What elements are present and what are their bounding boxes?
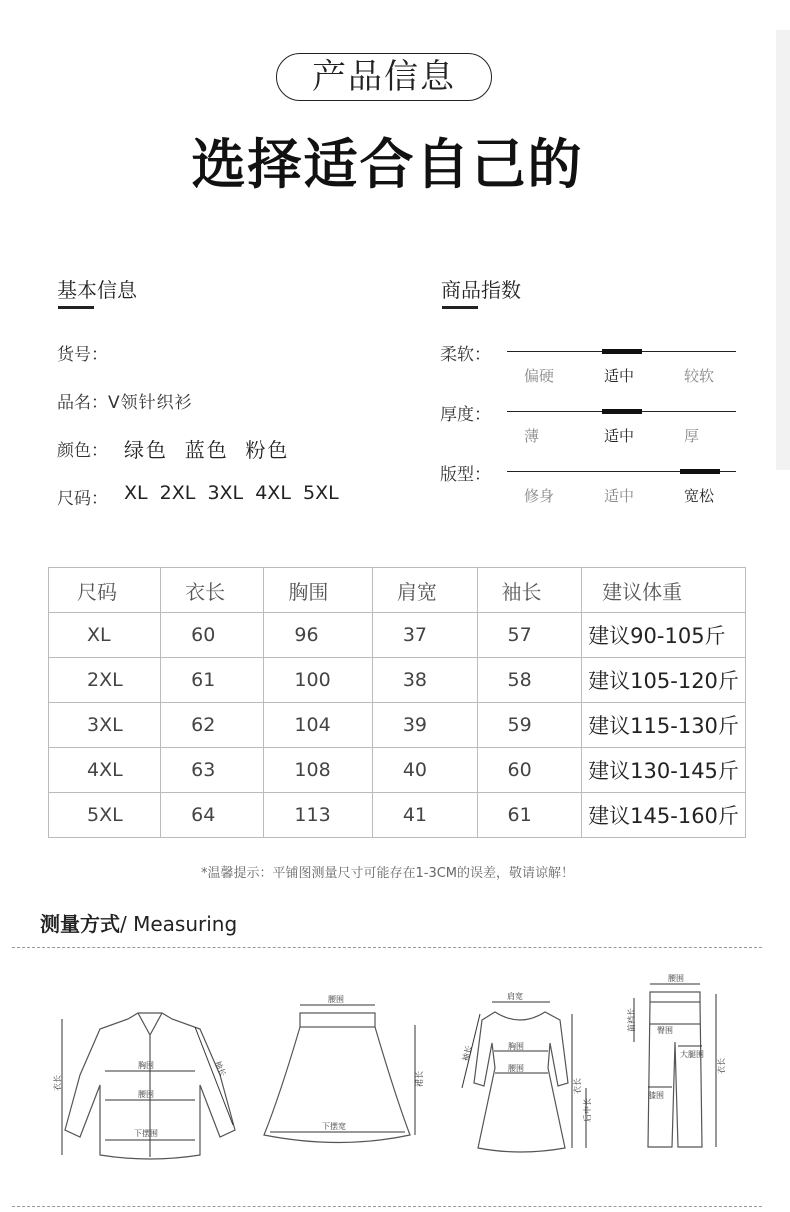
product-name-value: V领针织衫 bbox=[108, 393, 193, 413]
index-marker bbox=[602, 409, 642, 414]
shirt-hem-label: 下摆围 bbox=[134, 1129, 158, 1138]
index-label: 版型： bbox=[440, 465, 491, 485]
shirt-sleeve-label: 袖长 bbox=[213, 1059, 228, 1078]
index-marker bbox=[680, 469, 720, 474]
index-option: 适中 bbox=[604, 487, 635, 505]
skirt-diagram bbox=[260, 995, 425, 1155]
size-table-row bbox=[49, 748, 746, 793]
dress-length-label: 衣长 bbox=[573, 1078, 582, 1094]
pants-front-rise-label: 前裆长 bbox=[627, 1008, 636, 1032]
index-label: 厚度： bbox=[440, 405, 491, 425]
measuring-title-cn: 测量方式 bbox=[40, 912, 120, 936]
size-table-cell: 57 bbox=[477, 613, 582, 658]
size-table-cell: 40 bbox=[372, 748, 477, 793]
pants-thigh-label: 大腿围 bbox=[680, 1050, 704, 1059]
color-row bbox=[57, 436, 108, 461]
size-table-cell: 39 bbox=[372, 703, 477, 748]
size-table-cell: 38 bbox=[372, 658, 477, 703]
product-name-label: 品名： bbox=[57, 393, 108, 413]
size-table-cell: 108 bbox=[264, 748, 372, 793]
size-table-header-cell: 袖长 bbox=[477, 568, 582, 613]
size-table-cell: 建议115-130斤 bbox=[582, 703, 746, 748]
size-table-row bbox=[49, 793, 746, 838]
index-option: 厚 bbox=[684, 427, 700, 445]
size-table-header-cell: 肩宽 bbox=[372, 568, 477, 613]
size-table-cell: 5XL bbox=[49, 793, 161, 838]
basic-info-underline bbox=[58, 306, 94, 309]
size-table-cell: 64 bbox=[161, 793, 264, 838]
size-table-cell: 113 bbox=[264, 793, 372, 838]
size-row bbox=[57, 484, 108, 509]
shirt-waist-label: 腰围 bbox=[138, 1090, 154, 1099]
dress-back-length-label: 后中长 bbox=[583, 1098, 592, 1122]
size-table bbox=[48, 567, 746, 838]
skirt-waist-label: 腰围 bbox=[328, 995, 344, 1004]
index-label: 柔软： bbox=[440, 345, 491, 365]
dress-waist-label: 腰围 bbox=[508, 1064, 524, 1073]
color-values: 绿色 蓝色 粉色 bbox=[124, 438, 290, 462]
pants-diagram bbox=[620, 972, 730, 1152]
size-label: 尺码： bbox=[57, 489, 108, 509]
color-label: 颜色： bbox=[57, 441, 108, 461]
size-values: XL 2XL 3XL 4XL 5XL bbox=[124, 482, 339, 504]
size-table-cell: 建议105-120斤 bbox=[582, 658, 746, 703]
size-table-cell: 62 bbox=[161, 703, 264, 748]
product-info-pill: 产品信息 bbox=[276, 53, 492, 101]
product-name-row bbox=[57, 388, 193, 413]
size-table-cell: 3XL bbox=[49, 703, 161, 748]
basic-info-title: 基本信息 bbox=[57, 278, 137, 302]
measurement-note: *温馨提示：平铺图测量尺寸可能存在1-3CM的误差，敬请谅解！ bbox=[200, 866, 575, 881]
size-table-cell: 41 bbox=[372, 793, 477, 838]
size-table-cell: 58 bbox=[477, 658, 582, 703]
pants-length-label: 衣长 bbox=[717, 1058, 726, 1074]
pants-knee-label: 膝围 bbox=[648, 1091, 664, 1100]
dress-chest-label: 胸围 bbox=[508, 1042, 524, 1051]
index-option: 较软 bbox=[684, 367, 715, 385]
size-table-row bbox=[49, 703, 746, 748]
index-option: 偏硬 bbox=[524, 367, 555, 385]
size-table-cell: 59 bbox=[477, 703, 582, 748]
size-table-cell: 100 bbox=[264, 658, 372, 703]
size-table-header-cell: 胸围 bbox=[264, 568, 372, 613]
index-option: 适中 bbox=[604, 367, 635, 385]
index-marker bbox=[602, 349, 642, 354]
dress-diagram bbox=[450, 988, 595, 1160]
dotted-divider-top bbox=[12, 947, 762, 948]
size-table-cell: 37 bbox=[372, 613, 477, 658]
scrollbar[interactable] bbox=[776, 30, 790, 470]
size-table-cell: 60 bbox=[161, 613, 264, 658]
size-table-cell: 63 bbox=[161, 748, 264, 793]
dress-outline bbox=[474, 1012, 568, 1152]
dress-shoulder-label: 肩宽 bbox=[507, 992, 523, 1001]
index-option: 适中 bbox=[604, 427, 635, 445]
size-table-cell: 2XL bbox=[49, 658, 161, 703]
size-table-cell: 61 bbox=[161, 658, 264, 703]
size-table-cell: 60 bbox=[477, 748, 582, 793]
dress-sleeve-label: 袖长 bbox=[460, 1044, 474, 1063]
size-table-cell: 建议90-105斤 bbox=[582, 613, 746, 658]
size-table-cell: 104 bbox=[264, 703, 372, 748]
pants-waistband bbox=[650, 992, 700, 1002]
size-table-row bbox=[49, 613, 746, 658]
shirt-length-label: 衣长 bbox=[53, 1075, 62, 1091]
item-no-label: 货号： bbox=[57, 345, 108, 365]
measuring-title bbox=[40, 908, 237, 937]
skirt-waistband bbox=[300, 1013, 375, 1027]
product-index-underline bbox=[442, 306, 478, 309]
index-option: 薄 bbox=[524, 427, 540, 445]
pants-waist-label: 腰围 bbox=[668, 974, 684, 983]
shirt-collar bbox=[138, 1013, 162, 1035]
skirt-hem-label: 下摆宽 bbox=[322, 1122, 346, 1131]
size-table-cell: 96 bbox=[264, 613, 372, 658]
shirt-chest-label: 胸围 bbox=[138, 1061, 154, 1070]
shirt-diagram bbox=[50, 1005, 250, 1165]
index-option: 修身 bbox=[524, 487, 555, 505]
size-table-row bbox=[49, 658, 746, 703]
skirt-length-label: 裙长 bbox=[415, 1071, 424, 1087]
size-table-cell: XL bbox=[49, 613, 161, 658]
index-option: 宽松 bbox=[684, 487, 715, 505]
product-index-title: 商品指数 bbox=[441, 278, 521, 302]
size-table-cell: 4XL bbox=[49, 748, 161, 793]
headline: 选择适合自己的 bbox=[191, 133, 584, 196]
size-table-cell: 61 bbox=[477, 793, 582, 838]
size-table-header-cell: 尺码 bbox=[49, 568, 161, 613]
size-table-cell: 建议130-145斤 bbox=[582, 748, 746, 793]
dotted-divider-bottom bbox=[12, 1206, 762, 1207]
size-table-header-cell: 衣长 bbox=[161, 568, 264, 613]
size-table-header-cell: 建议体重 bbox=[582, 568, 746, 613]
size-table-header bbox=[49, 568, 746, 613]
size-table-cell: 建议145-160斤 bbox=[582, 793, 746, 838]
measuring-title-en: / Measuring bbox=[120, 912, 238, 936]
pants-hip-label: 臀围 bbox=[657, 1026, 673, 1035]
